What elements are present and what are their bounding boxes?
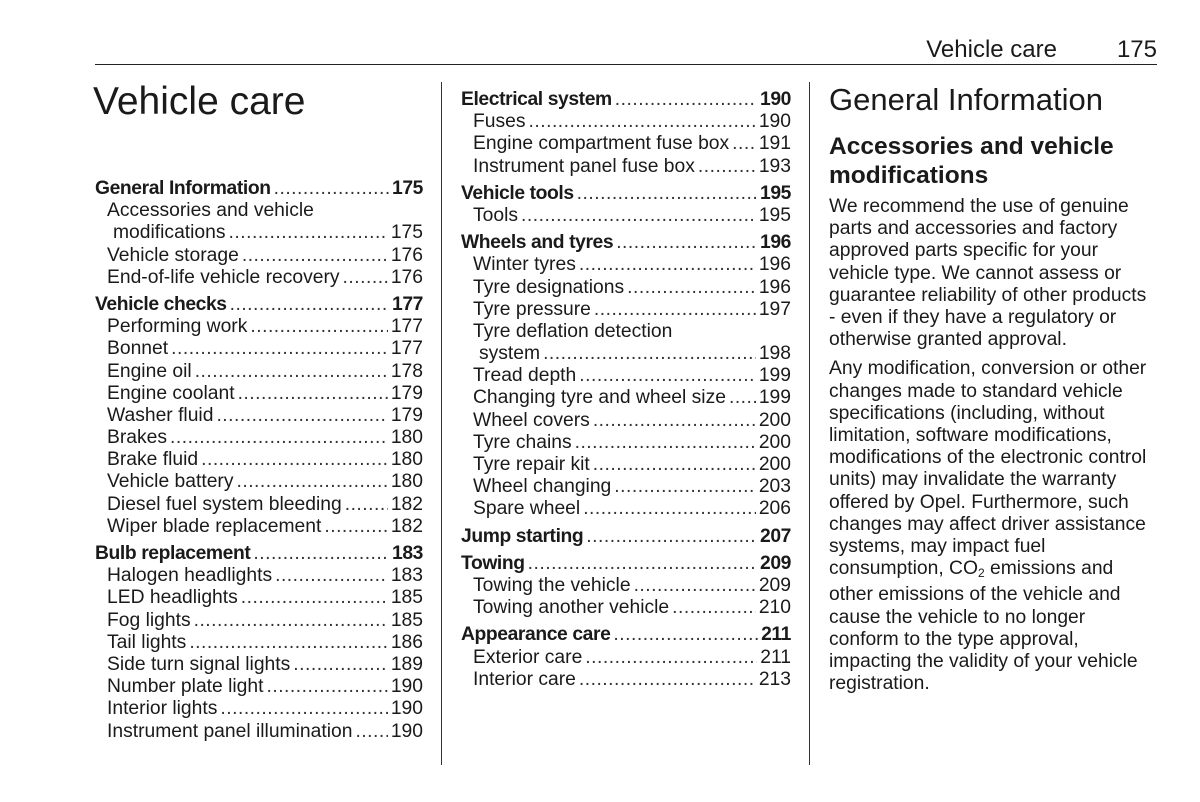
toc-entry-title: Wiper blade replacement: [107, 515, 322, 537]
toc-page-number: 199: [758, 387, 791, 409]
toc-page-number: 175: [392, 178, 423, 199]
toc-page-number: 177: [392, 293, 423, 315]
toc-entry-title: Brake fluid: [107, 449, 199, 471]
paragraph-2-lines: [829, 584, 1159, 695]
co2-suffix: emissions and: [984, 558, 1114, 580]
paragraph-line: limitation, software modifications,: [829, 425, 1112, 447]
toc-heading-entry[interactable]: [461, 232, 791, 254]
toc-entry-title: Instrument panel fuse box: [473, 155, 695, 177]
toc-page-number: 177: [390, 338, 423, 360]
leader-dots: [672, 597, 756, 619]
toc-entry[interactable]: [461, 156, 791, 178]
toc-entry[interactable]: [461, 454, 791, 476]
chapter-title: Vehicle care: [93, 80, 306, 123]
paragraph-line: - even if they have a regulatory or: [829, 307, 1117, 329]
toc-page-number: 180: [390, 471, 423, 493]
toc-left-column: [95, 178, 423, 748]
toc-page-number: 176: [390, 244, 423, 266]
toc-entry-line: Tyre deflation detection: [473, 320, 673, 342]
leader-dots: [627, 277, 756, 299]
toc-page-number: 190: [390, 698, 423, 720]
toc-page-number: 200: [758, 409, 791, 431]
leader-dots: [593, 454, 756, 476]
toc-group: [461, 89, 791, 178]
toc-entry-title: Tyre pressure: [473, 298, 591, 320]
toc-heading-entry[interactable]: [461, 526, 791, 548]
paragraph-line: We recommend the use of genuine: [829, 196, 1129, 217]
toc-entry[interactable]: [461, 575, 791, 597]
leader-dots: [241, 587, 388, 609]
toc-entry-title: Fog lights: [107, 609, 191, 631]
leader-dots: [586, 526, 757, 548]
toc-entry[interactable]: [95, 632, 423, 654]
toc-entry-title: Jump starting: [461, 525, 584, 547]
toc-entry-title: Wheel covers: [473, 409, 590, 431]
toc-entry-title: Electrical system: [461, 89, 612, 110]
co2-subscript: 2: [977, 566, 985, 581]
toc-page-number: 211: [760, 646, 791, 668]
page-header: [95, 34, 1157, 65]
toc-entry[interactable]: [95, 610, 423, 632]
leader-dots: [634, 575, 756, 597]
toc-page-number: 182: [390, 493, 423, 515]
toc-page-number: 213: [758, 668, 791, 690]
toc-entry-title: End-of-life vehicle recovery: [107, 266, 340, 288]
toc-page-number: 176: [390, 266, 423, 288]
toc-entry-title: Tyre chains: [473, 431, 572, 453]
co2-line: [829, 558, 1159, 584]
toc-entry[interactable]: [95, 338, 423, 360]
paragraph-2-lines: [829, 358, 1159, 558]
paragraph-line: registration.: [829, 673, 930, 695]
toc-entry-title: Winter tyres: [473, 254, 576, 276]
toc-entry-title: Engine coolant: [107, 382, 235, 404]
toc-entry-title: LED headlights: [107, 587, 238, 609]
toc-entry[interactable]: [461, 669, 791, 691]
toc-entry[interactable]: [461, 343, 791, 365]
toc-page-number: 180: [390, 449, 423, 471]
paragraph-line: other emissions of the vehicle and: [829, 584, 1121, 606]
leader-dots: [293, 654, 388, 676]
toc-entry-title: Interior lights: [107, 698, 218, 720]
leader-dots: [343, 267, 388, 289]
toc-page-number: 203: [758, 476, 791, 498]
toc-heading-entry[interactable]: [95, 294, 423, 316]
leader-dots: [238, 383, 388, 405]
toc-entry-title: Vehicle tools: [461, 182, 574, 204]
toc-page-number: 190: [760, 89, 791, 110]
toc-entry-title: Appearance care: [461, 624, 611, 646]
toc-entry-title: Halogen headlights: [107, 565, 273, 587]
toc-entry[interactable]: [95, 471, 423, 493]
toc-page-number: 185: [390, 587, 423, 609]
co2-prefix: consumption, CO: [829, 558, 978, 580]
toc-entry[interactable]: [461, 111, 791, 133]
toc-page-number: 177: [390, 316, 423, 338]
leader-dots: [521, 205, 756, 227]
leader-dots: [575, 432, 756, 454]
paragraph-line: parts and accessories and factory: [829, 218, 1118, 240]
subsection-heading-line: modifications: [829, 162, 989, 189]
toc-entry[interactable]: [461, 476, 791, 498]
toc-entry[interactable]: [461, 205, 791, 227]
paragraph-line: changes may affect driver assistance: [829, 513, 1146, 535]
toc-entry[interactable]: [95, 516, 423, 538]
toc-group: [95, 294, 423, 538]
leader-dots: [594, 299, 756, 321]
toc-entry-title: Number plate light: [107, 676, 264, 698]
leader-dots: [729, 387, 756, 409]
leader-dots: [614, 476, 756, 498]
toc-entry[interactable]: [95, 494, 423, 516]
toc-entry-title: Fuses: [473, 111, 526, 133]
toc-group: [461, 624, 791, 691]
leader-dots: [250, 316, 387, 338]
toc-entry-line: Accessories and vehicle: [107, 200, 314, 222]
toc-entry[interactable]: [461, 647, 791, 669]
paragraph-line: offered by Opel. Furthermore, such: [829, 491, 1129, 513]
leader-dots: [266, 676, 387, 698]
toc-entry-title: Tools: [473, 204, 519, 226]
leader-dots: [171, 338, 388, 360]
toc-page-number: 207: [760, 525, 791, 547]
leader-dots: [528, 553, 757, 575]
leader-dots: [170, 427, 388, 449]
toc-entry-title: Brakes: [107, 427, 168, 449]
leader-dots: [543, 343, 756, 365]
leader-dots: [355, 721, 387, 743]
toc-entry[interactable]: [95, 245, 423, 267]
toc-entry-title: Interior care: [473, 668, 576, 690]
leader-dots: [216, 405, 387, 427]
paragraph-1: [829, 196, 1159, 351]
leader-dots: [324, 516, 387, 538]
toc-entry-title: system: [479, 343, 541, 365]
leader-dots: [220, 698, 387, 720]
toc-entry-title: Vehicle checks: [95, 293, 227, 315]
leader-dots: [613, 624, 758, 646]
toc-entry-title: Wheel changing: [473, 476, 612, 498]
toc-page-number: 179: [390, 404, 423, 426]
toc-page-number: 191: [758, 133, 791, 155]
toc-entry-title: Wheels and tyres: [461, 232, 614, 254]
leader-dots: [195, 361, 388, 383]
toc-heading-entry[interactable]: [461, 183, 791, 205]
toc-page-number: 200: [758, 431, 791, 453]
toc-entry-title: Changing tyre and wheel size: [473, 387, 726, 409]
toc-entry-title: Engine oil: [107, 360, 192, 382]
toc-entry-title: Towing the vehicle: [473, 574, 631, 596]
toc-entry-title: Performing work: [107, 316, 248, 338]
toc-heading-entry[interactable]: [95, 178, 423, 200]
toc-page-number: 209: [760, 552, 791, 574]
toc-page-number: 206: [758, 498, 791, 520]
leader-dots: [194, 610, 388, 632]
leader-dots: [253, 543, 389, 565]
toc-page-number: 198: [758, 343, 791, 365]
toc-entry[interactable]: [461, 498, 791, 520]
toc-entry[interactable]: [461, 387, 791, 409]
leader-dots: [229, 222, 388, 244]
paragraph-2: [829, 358, 1159, 695]
toc-page-number: 200: [758, 454, 791, 475]
toc-entry-title: Exterior care: [473, 646, 583, 668]
toc-group: [461, 553, 791, 620]
toc-heading-entry[interactable]: [461, 553, 791, 575]
paragraph-line: changes made to standard vehicle: [829, 380, 1123, 402]
leader-dots: [583, 498, 756, 520]
leader-dots: [579, 365, 756, 387]
toc-entry-title: Towing: [461, 552, 525, 574]
toc-entry-title: Tyre repair kit: [473, 454, 590, 475]
subsection-heading-line: Accessories and vehicle: [829, 133, 1114, 160]
toc-entry[interactable]: [461, 277, 791, 299]
leader-dots: [579, 254, 756, 276]
toc-entry-title: Tyre designations: [473, 276, 625, 298]
toc-entry-title: Engine compartment fuse box: [473, 133, 730, 155]
toc-page-number: 190: [390, 720, 423, 742]
leader-dots: [201, 449, 388, 471]
toc-entry-title: Bonnet: [107, 338, 169, 360]
leader-dots: [593, 410, 756, 432]
leader-dots: [345, 494, 388, 516]
toc-entry-title: Vehicle battery: [107, 471, 234, 493]
toc-page-number: 196: [758, 254, 791, 276]
toc-page-number: 189: [390, 653, 423, 675]
paragraph-line: systems, may impact fuel: [829, 536, 1046, 558]
toc-group: [95, 178, 423, 289]
toc-entry-title: Spare wheel: [473, 498, 581, 520]
leader-dots: [236, 471, 387, 493]
toc-page-number: 196: [760, 232, 791, 254]
subsection-heading: [829, 132, 1159, 190]
toc-entry[interactable]: [461, 254, 791, 276]
toc-entry[interactable]: [461, 299, 791, 321]
leader-dots: [529, 111, 756, 133]
toc-page-number: 175: [390, 222, 423, 244]
toc-entry-title: Side turn signal lights: [107, 653, 291, 675]
toc-page-number: 180: [390, 427, 423, 449]
toc-entry[interactable]: [95, 698, 423, 720]
paragraph-line: modifications of the electronic control: [829, 447, 1147, 469]
toc-entry[interactable]: [461, 410, 791, 432]
toc-page-number: 190: [390, 676, 423, 698]
toc-page-number: 199: [758, 365, 791, 387]
toc-entry-title: General Information: [95, 178, 271, 199]
body-column: [829, 82, 1159, 702]
header-section-title: Vehicle care: [926, 36, 1057, 63]
toc-entry[interactable]: [95, 721, 423, 743]
leader-dots: [189, 632, 388, 654]
leader-dots: [615, 89, 757, 111]
toc-entry[interactable]: [95, 361, 423, 383]
paragraph-line: cause the vehicle to no longer: [829, 606, 1086, 628]
toc-page-number: 195: [758, 204, 791, 226]
page-number: 175: [1116, 36, 1157, 63]
toc-heading-entry[interactable]: [461, 624, 791, 646]
toc-page-number: 196: [758, 276, 791, 298]
paragraph-line: approved parts specific for your: [829, 240, 1098, 262]
leader-dots: [242, 245, 388, 267]
paragraph-line: conform to the type approval,: [829, 628, 1079, 650]
leader-dots: [274, 178, 389, 200]
section-heading: General Information: [829, 82, 1103, 117]
toc-group: [95, 543, 423, 743]
toc-page-number: 183: [390, 565, 423, 587]
toc-entry[interactable]: [461, 365, 791, 387]
toc-entry[interactable]: [95, 427, 423, 449]
toc-page-number: 186: [390, 631, 423, 653]
toc-page-number: 179: [390, 382, 423, 404]
paragraph-line: Any modification, conversion or other: [829, 358, 1147, 380]
toc-page-number: 183: [392, 543, 423, 564]
toc-entry[interactable]: [95, 449, 423, 471]
toc-page-number: 209: [758, 574, 791, 596]
toc-entry[interactable]: [95, 676, 423, 698]
toc-entry[interactable]: [461, 597, 791, 619]
toc-entry[interactable]: [95, 587, 423, 609]
toc-entry-title: Vehicle storage: [107, 244, 239, 266]
toc-entry-title: Diesel fuel system bleeding: [107, 493, 342, 515]
leader-dots: [577, 183, 757, 205]
toc-entry-title: Washer fluid: [107, 404, 214, 426]
toc-entry[interactable]: [461, 133, 791, 155]
toc-page-number: 195: [760, 182, 791, 204]
toc-entry[interactable]: [461, 432, 791, 454]
leader-dots: [585, 647, 757, 669]
toc-heading-entry[interactable]: [95, 543, 423, 565]
toc-entry-title: Tail lights: [107, 631, 187, 653]
toc-group: [461, 526, 791, 548]
toc-middle-column: [461, 89, 791, 696]
toc-group: [461, 183, 791, 227]
toc-entry[interactable]: [95, 654, 423, 676]
paragraph-line: impacting the validity of your vehicle: [829, 651, 1138, 673]
leader-dots: [616, 232, 757, 254]
column-divider: [441, 82, 442, 765]
toc-page-number: 210: [758, 597, 791, 619]
toc-heading-entry[interactable]: [461, 89, 791, 111]
column-divider: [809, 82, 810, 765]
leader-dots: [230, 294, 389, 316]
toc-entry[interactable]: [95, 316, 423, 338]
leader-dots: [698, 156, 756, 178]
toc-entry[interactable]: [95, 565, 423, 587]
toc-entry[interactable]: [95, 383, 423, 405]
toc-page-number: 182: [390, 515, 423, 537]
toc-page-number: 190: [758, 111, 791, 133]
toc-entry-title: Instrument panel illumination: [107, 720, 353, 742]
toc-entry-title: Tread depth: [473, 365, 577, 387]
leader-dots: [275, 565, 388, 587]
paragraph-line: vehicle type. We cannot assess or: [829, 262, 1122, 284]
toc-page-number: 211: [761, 624, 791, 646]
toc-entry[interactable]: [95, 405, 423, 427]
toc-page-number: 197: [758, 298, 791, 320]
toc-page-number: 193: [758, 155, 791, 177]
toc-entry-title: modifications: [113, 222, 226, 244]
toc-page-number: 178: [390, 360, 423, 382]
paragraph-line: specifications (including, without: [829, 402, 1105, 424]
toc-group: [461, 232, 791, 520]
paragraph-line: otherwise granted approval.: [829, 329, 1067, 351]
toc-entry[interactable]: [95, 267, 423, 289]
toc-entry-title: Bulb replacement: [95, 543, 251, 564]
toc-entry[interactable]: [95, 222, 423, 244]
paragraph-line: units) may invalidate the warranty: [829, 469, 1117, 491]
leader-dots: [579, 669, 756, 691]
toc-entry-title: Towing another vehicle: [473, 597, 670, 619]
paragraph-line: guarantee reliability of other products: [829, 284, 1147, 306]
leader-dots: [732, 133, 756, 155]
toc-page-number: 185: [390, 609, 423, 631]
